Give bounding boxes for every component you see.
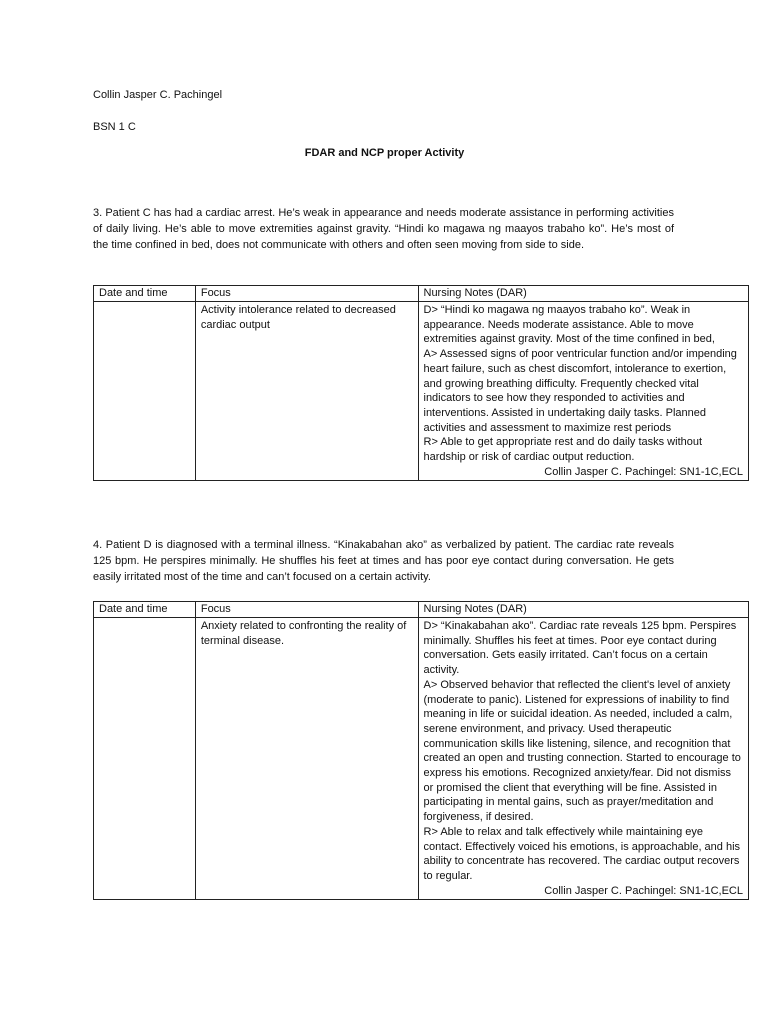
nurse-signature: Collin Jasper C. Pachingel: SN1-1C,ECL bbox=[544, 884, 743, 897]
header-nursing-notes: Nursing Notes (DAR) bbox=[418, 602, 749, 618]
data-note: D> “Kinakabahan ako”. Cardiac rate reveals 125 bpm. Perspires minimally. Shuffles his feet at times. Poor eye contact during conversation. Gets easily irritated. Can’t focus on a certain activity. bbox=[423, 620, 737, 677]
header-nursing-notes: Nursing Notes (DAR) bbox=[418, 286, 749, 302]
header-focus: Focus bbox=[195, 602, 418, 618]
focus-cell: Activity intolerance related to decreased cardiac output bbox=[195, 302, 418, 481]
document-title: FDAR and NCP proper Activity bbox=[304, 147, 465, 159]
nursing-notes-cell bbox=[418, 302, 749, 481]
header-date-time: Date and time bbox=[94, 602, 196, 618]
header-focus: Focus bbox=[195, 286, 418, 302]
data-note: D> “Hindi ko magawa ng maayos trabaho ko”. Weak in appearance. Needs moderate assistance. Able to move extremities against gravity. Most of the time confined in bed, bbox=[423, 304, 715, 346]
date-time-cell bbox=[94, 618, 196, 900]
author-name: Collin Jasper C. Pachingel bbox=[93, 89, 223, 101]
response-note: R> Able to get appropriate rest and do daily tasks without hardship or risk of cardiac output reduction. bbox=[423, 436, 703, 464]
header-date-time: Date and time bbox=[94, 286, 196, 302]
table-header-row bbox=[94, 286, 749, 302]
section-label: BSN 1 C bbox=[93, 121, 136, 133]
table-header-row bbox=[94, 602, 749, 618]
nurse-signature: Collin Jasper C. Pachingel: SN1-1C,ECL bbox=[544, 465, 743, 478]
case-4-prompt: 4. Patient D is diagnosed with a terminal illness. “Kinakabahan ako” as verbalized by patient. The cardiac rate reveals 125 bpm. He perspires minimally. He shuffles his feet at times and has poor eye contact during conversation. He gets easily irritated most of the time and can’t focused on a certain activity. bbox=[93, 539, 674, 583]
response-note: R> Able to relax and talk effectively while maintaining eye contact. Effectively voiced his emotions, is approachable, and his ability to concentrate has recovered. The cardiac output recovers to regular. bbox=[423, 825, 741, 882]
table-row bbox=[94, 618, 749, 900]
case-3-fdar-table bbox=[93, 285, 749, 481]
focus-cell: Anxiety related to confronting the reality of terminal disease. bbox=[195, 618, 418, 900]
nursing-notes-cell bbox=[418, 618, 749, 900]
action-note: A> Assessed signs of poor ventricular function and/or impending heart failure, such as chest discomfort, intolerance to exertion, and growing breathing difficulty. Frequently checked vital indicators to see how they responded to activities and interventions. Assisted in undertaking daily tasks. Planned activities and assessment to maximize rest periods bbox=[423, 348, 737, 434]
table-row bbox=[94, 302, 749, 481]
case-3-prompt: 3. Patient C has had a cardiac arrest. He’s weak in appearance and needs moderate assistance in performing activities of daily living. He’s able to move extremities against gravity. “Hindi ko magawa ng maayos trabaho ko”. He’s most of the time confined in bed, does not communicate with others and often seen moving from side to side. bbox=[93, 207, 674, 251]
action-note: A> Observed behavior that reflected the client's level of anxiety (moderate to panic). Listened for expressions of inability to find meaning in life or suicidal ideation. As needed, included a calm, serene environment, and privacy. Used therapeutic communication skills like listening, silence, and recognition that created an open and trusting connection. Started to encourage to express his emotions. Recognized anxiety/fear. Did not dismiss or promised the client that everything will be fine. Assisted in participating in mental gains, such as prayer/meditation and forgiveness, if desired. bbox=[423, 678, 741, 824]
date-time-cell bbox=[94, 302, 196, 481]
case-4-fdar-table bbox=[93, 601, 749, 900]
